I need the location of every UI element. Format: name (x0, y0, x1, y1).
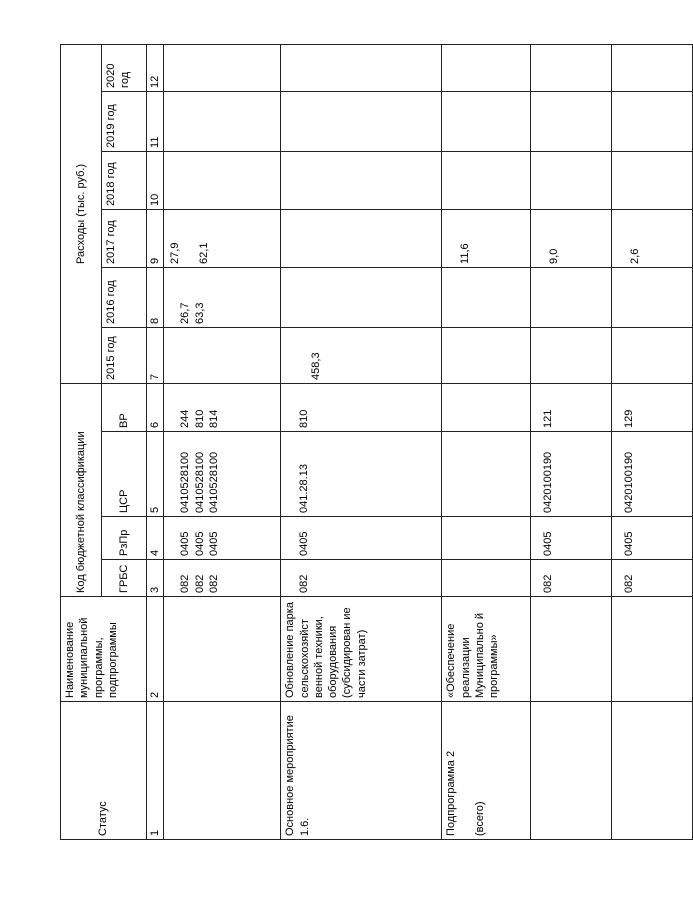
header-year: 2016 год (102, 267, 147, 327)
cell-2016 (442, 267, 531, 327)
cell-2018 (164, 151, 281, 209)
header-row-top (61, 44, 102, 839)
cell-csr: 0420100190 (531, 432, 612, 517)
cell-2020 (531, 44, 612, 91)
cell-status: Подпрограмма 2 (всего) (442, 702, 531, 840)
cell-rzpr: 0405 (531, 517, 612, 560)
header-year: 2020 год (102, 44, 147, 91)
cell-2020 (281, 44, 442, 91)
column-number: 5 (147, 432, 164, 517)
rotated-page (60, 45, 642, 840)
cell-vr: 244 810 814 (164, 383, 281, 431)
cell-2016 (281, 267, 442, 327)
cell-name (612, 597, 693, 702)
column-number: 7 (147, 327, 164, 383)
cell-vr: 121 (531, 383, 612, 431)
budget-table (60, 44, 693, 840)
column-number: 3 (147, 560, 164, 597)
cell-grbs: 082 082 082 (164, 560, 281, 597)
cell-2017: 2,6 (612, 209, 693, 267)
cell-2017: 27,9 62,1 (164, 209, 281, 267)
header-year: 2015 год (102, 327, 147, 383)
cell-2016: 26,7 63,3 (164, 267, 281, 327)
cell-status: Основное мероприятие 1.6. (281, 702, 442, 840)
header-year: 2018 год (102, 151, 147, 209)
cell-rzpr: 0405 0405 0405 (164, 517, 281, 560)
cell-name: «Обеспечение реализации Муниципально й программы» (442, 597, 531, 702)
column-number: 4 (147, 517, 164, 560)
column-number: 6 (147, 383, 164, 431)
cell-grbs: 082 (612, 560, 693, 597)
cell-name (531, 597, 612, 702)
table-row (164, 44, 281, 839)
cell-2016 (612, 267, 693, 327)
cell-2016 (531, 267, 612, 327)
cell-vr: 129 (612, 383, 693, 431)
header-budget-code: Код бюджетной классификации (61, 383, 102, 596)
cell-2019 (281, 91, 442, 151)
cell-2019 (612, 91, 693, 151)
cell-2015 (442, 327, 531, 383)
header-program-name: Наименование муниципальной программы, подпрограммы (61, 597, 147, 702)
header-rzpr: РзПр (102, 517, 147, 560)
column-number: 12 (147, 44, 164, 91)
cell-2015 (612, 327, 693, 383)
column-number: 9 (147, 209, 164, 267)
cell-2020 (612, 44, 693, 91)
header-status: Статус (61, 702, 147, 840)
table-row (442, 44, 531, 839)
cell-2020 (164, 44, 281, 91)
header-expenses: Расходы (тыс. руб.) (61, 44, 102, 383)
header-year: 2017 год (102, 209, 147, 267)
cell-status (164, 702, 281, 840)
header-csr: ЦСР (102, 432, 147, 517)
column-number: 8 (147, 267, 164, 327)
cell-2018 (612, 151, 693, 209)
cell-csr: 0420100190 (612, 432, 693, 517)
column-number: 1 (147, 702, 164, 840)
header-grbs: ГРБС (102, 560, 147, 597)
cell-rzpr: 0405 (281, 517, 442, 560)
cell-2019 (442, 91, 531, 151)
cell-rzpr (442, 517, 531, 560)
cell-status (612, 702, 693, 840)
cell-csr: 041.28.13 (281, 432, 442, 517)
table-row (281, 44, 442, 839)
cell-grbs: 082 (281, 560, 442, 597)
cell-2015 (531, 327, 612, 383)
cell-rzpr: 0405 (612, 517, 693, 560)
cell-2017: 9,0 (531, 209, 612, 267)
cell-2019 (164, 91, 281, 151)
cell-name: Обновление парка сельскохозяйст венной техники, оборудования (субсидирован ие части затрат) (281, 597, 442, 702)
cell-2017 (281, 209, 442, 267)
cell-csr (442, 432, 531, 517)
cell-2018 (281, 151, 442, 209)
cell-2015: 458,3 (281, 327, 442, 383)
column-number: 11 (147, 91, 164, 151)
column-number-row (147, 44, 164, 839)
cell-status (531, 702, 612, 840)
cell-2019 (531, 91, 612, 151)
cell-2017: 11,6 (442, 209, 531, 267)
cell-csr: 0410528100 0410528100 0410528100 (164, 432, 281, 517)
cell-grbs: 082 (531, 560, 612, 597)
header-year: 2019 год (102, 91, 147, 151)
table-row (612, 44, 693, 839)
header-vr: ВР (102, 383, 147, 431)
cell-name (164, 597, 281, 702)
column-number: 2 (147, 597, 164, 702)
cell-2018 (442, 151, 531, 209)
cell-2020 (442, 44, 531, 91)
column-number: 10 (147, 151, 164, 209)
cell-vr: 810 (281, 383, 442, 431)
cell-grbs (442, 560, 531, 597)
cell-2015 (164, 327, 281, 383)
cell-2018 (531, 151, 612, 209)
cell-vr (442, 383, 531, 431)
table-row (531, 44, 612, 839)
